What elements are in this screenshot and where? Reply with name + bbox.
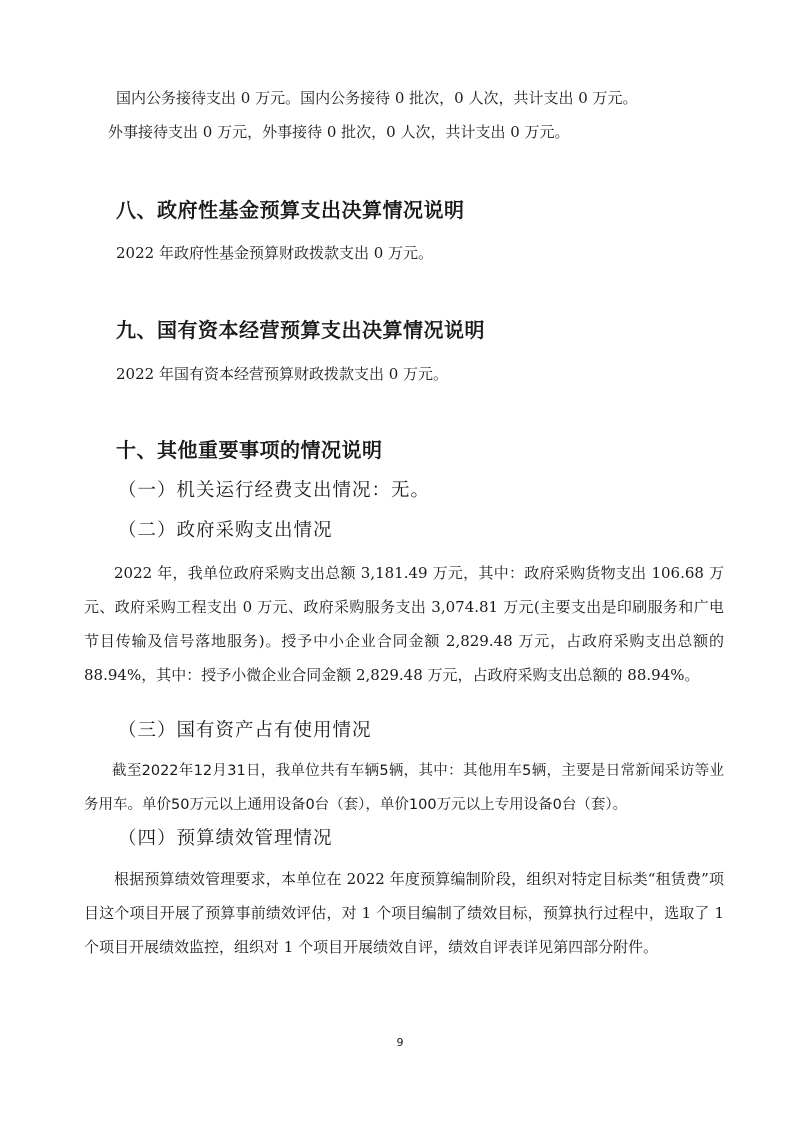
section-8-heading: 八、政府性基金预算支出决算情况说明 [116, 198, 465, 222]
section-9-heading: 九、国有资本经营预算支出决算情况说明 [116, 318, 485, 342]
performance-paragraph: 根据预算绩效管理要求，本单位在 2022 年度预算编制阶段，组织对特定目标类“租赁费”项目这个项目开展了预算事前绩效评估，对 1 个项目编制了绩效目标，预算执行过程中，选取了 1 个项目开展绩效监控，组织对 1 个项目开展绩效自评，绩效自评表详见第四部分附件。 [84, 870, 724, 956]
page-number: 9 [396, 1036, 404, 1049]
section-9-text: 2022 年国有资本经营预算财政拨款支出 0 万元。 [116, 365, 449, 383]
procurement-paragraph: 2022 年，我单位政府采购支出总额 3,181.49 万元，其中：政府采购货物支出 106.68 万元、政府采购工程支出 0 万元、政府采购服务支出 3,074.81 万元(主要支出是印刷服务和广电节目传输及信号落地服务)。授予中小企业合同金额 2,829.48 万元，占政府采购支出总额的 88.94%，其中：授予小微企业合同金额 2,829.48 万元，占政府采购支出总额的 88.94%。 [84, 564, 724, 684]
section-8-text: 2022 年政府性基金预算财政拨款支出 0 万元。 [116, 244, 434, 262]
assets-paragraph: 截至2022年12月31日，我单位共有车辆5辆，其中：其他用车5辆，主要是日常新闻采访等业务用车。单价50万元以上通用设备0台（套），单价100万元以上专用设备0台（套）。 [84, 763, 724, 813]
domestic-reception-text: 国内公务接待支出 0 万元。国内公务接待 0 批次，0 人次，共计支出 0 万元。 [116, 89, 638, 107]
subsection-1-heading: （一）机关运行经费支出情况：无。 [118, 480, 431, 501]
subsection-3-heading: （三）国有资产占有使用情况 [118, 720, 372, 741]
foreign-reception-text: 外事接待支出 0 万元，外事接待 0 批次，0 人次，共计支出 0 万元。 [108, 123, 570, 141]
subsection-4-heading: （四）预算绩效管理情况 [118, 828, 333, 849]
subsection-2-heading: （二）政府采购支出情况 [118, 520, 333, 541]
section-10-heading: 十、其他重要事项的情况说明 [116, 438, 383, 462]
